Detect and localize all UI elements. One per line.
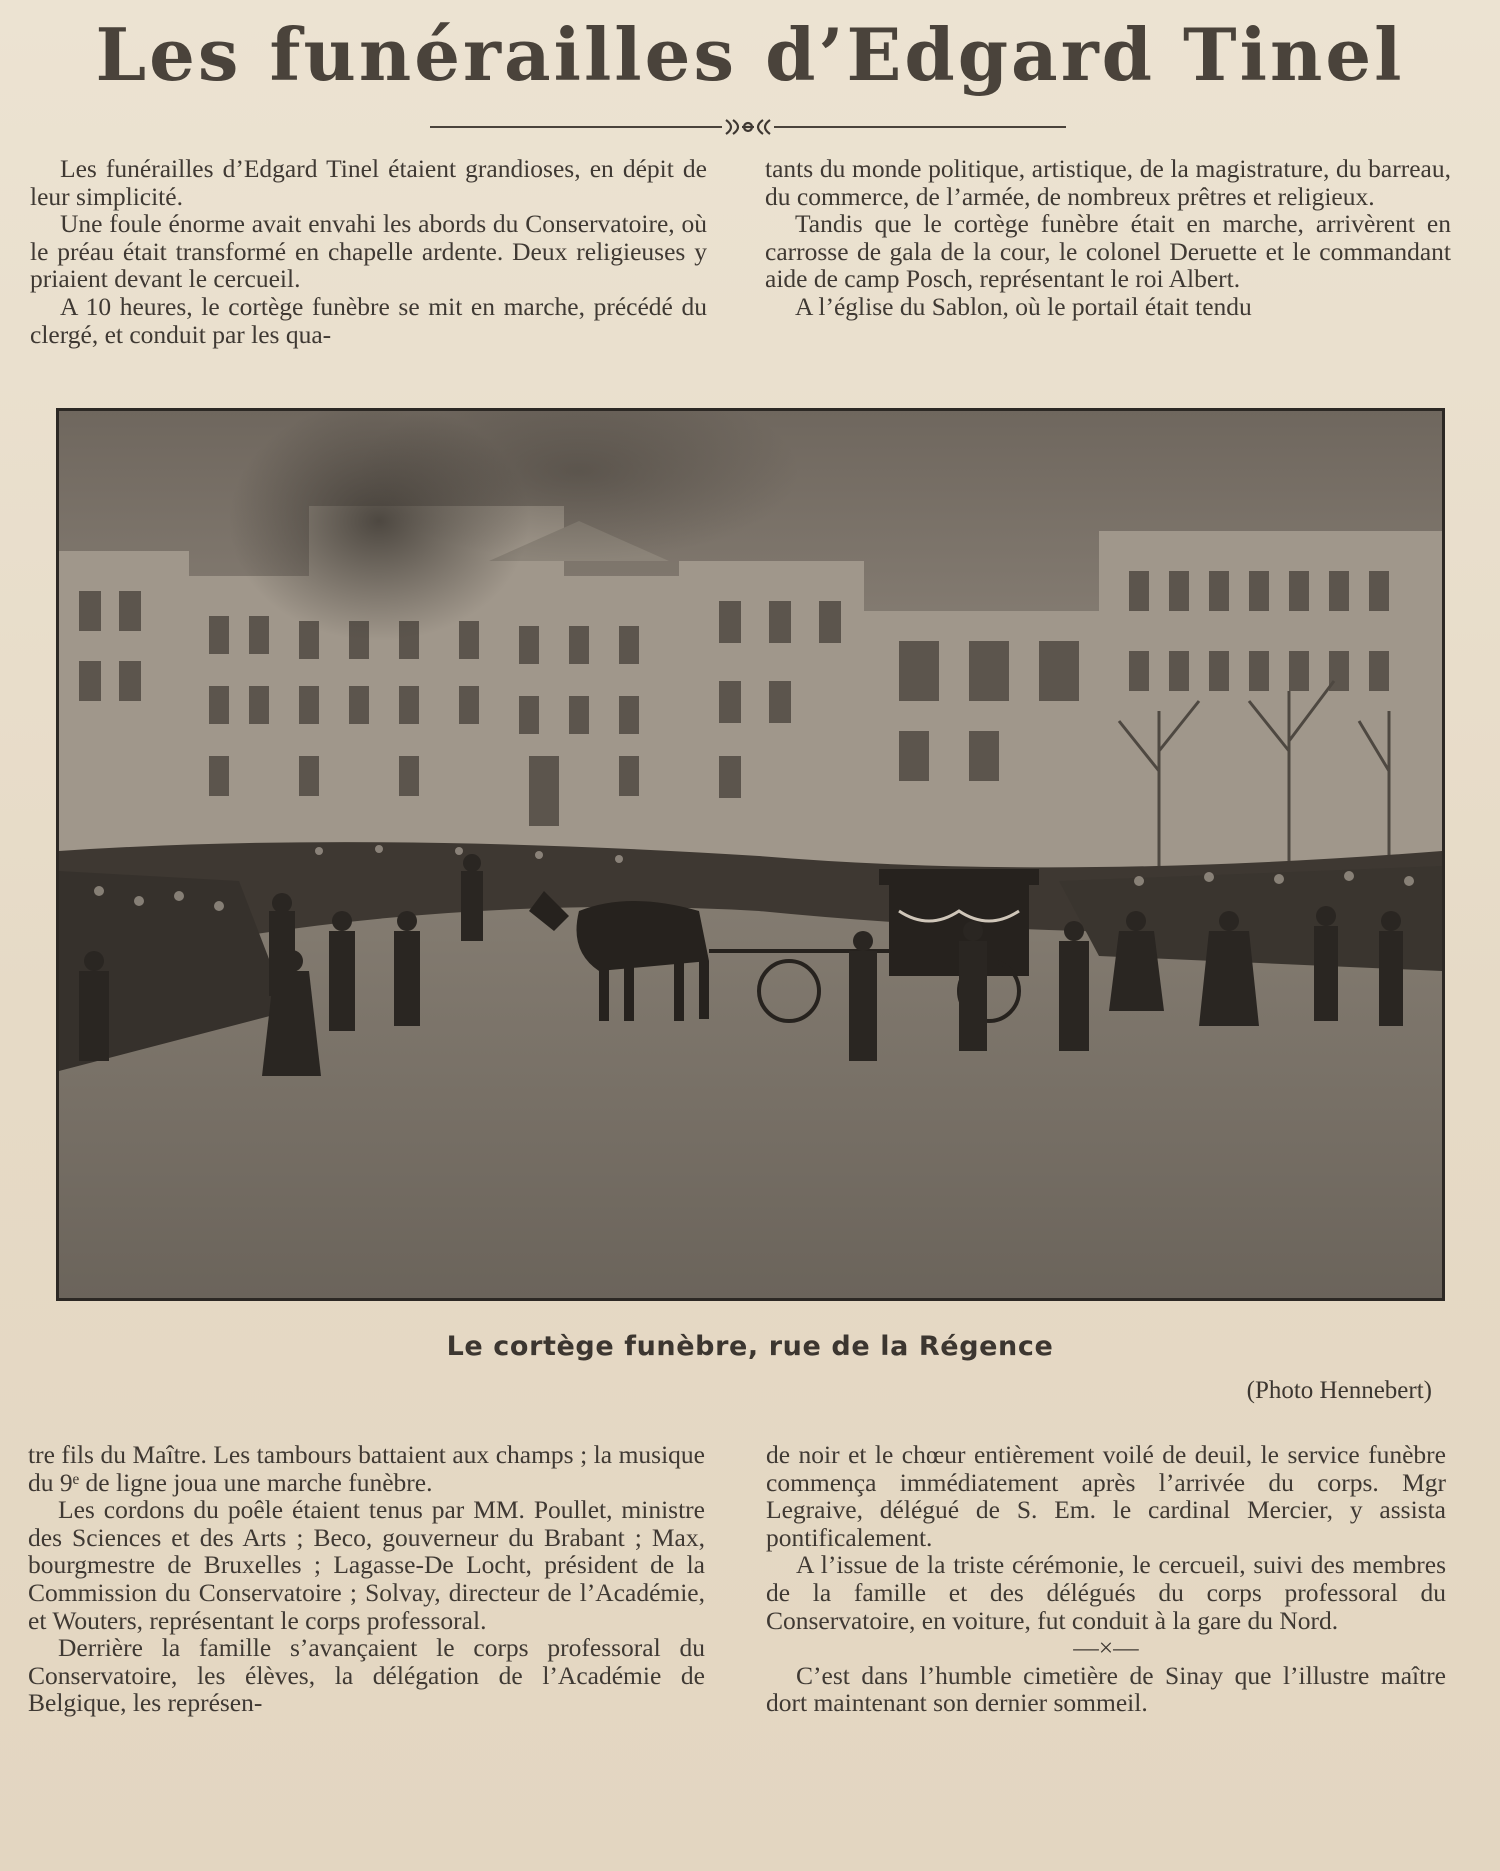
paragraph: Les funérailles d’Edgard Tinel étaient grandioses, en dépit de leur simplicité. <box>30 154 707 211</box>
paragraph: de noir et le chœur entièrement voilé de deuil, le service funèbre commença immédiatement après l’arrivée du corps. Mgr Legraive, délégué de S. Em. le cardinal Mercier, y assista pontificalement. <box>766 1440 1446 1552</box>
paragraph: tre fils du Maître. Les tambours battaient aux champs ; la musique du 9ᵉ de ligne joua une marche funèbre. <box>28 1440 705 1497</box>
paragraph: A l’église du Sablon, où le portail était tendu <box>795 291 1252 321</box>
column-top-right <box>765 155 1451 321</box>
section-separator: —×— <box>1073 1633 1139 1663</box>
paragraph: A 10 heures, le cortège funèbre se mit en marche, précédé du clergé, et conduit par les qua- <box>30 291 707 349</box>
column-bottom-left <box>28 1441 705 1717</box>
paragraph: tants du monde politique, artistique, de la magistrature, du barreau, du commerce, de l’armée, de nombreux prêtres et religieux. <box>765 154 1451 211</box>
paragraph: C’est dans l’humble cimetière de Sinay que l’illustre maître dort maintenant son dernier sommeil. <box>766 1660 1446 1718</box>
column-top-left <box>30 155 707 348</box>
column-bottom-right <box>766 1441 1446 1717</box>
paragraph: A l’issue de la triste cérémonie, le cercueil, suivi des membres de la famille et des délégués du corps professoral du Conservatoire, en voiture, fut conduit à la gare du Nord. <box>766 1550 1446 1635</box>
photo-funeral-procession <box>56 408 1445 1301</box>
paragraph: Une foule énorme avait envahi les abords du Conservatoire, où le préau était transformé en chapelle ardente. Deux religieuses y priaient devant le cercueil. <box>30 209 707 294</box>
article-title: Les funérailles d’Edgard Tinel <box>95 12 1405 97</box>
photo-credit: (Photo Hennebert) <box>1246 1377 1432 1404</box>
paragraph: Tandis que le cortège funèbre était en marche, arrivèrent en carrosse de gala de la cour, le colonel Deruette et le commandant aide de camp Posch, représentant le roi Albert. <box>765 209 1451 294</box>
paragraph: Les cordons du poêle étaient tenus par MM. Poullet, ministre des Sciences et des Arts ; Beco, gouverneur du Brabant ; Max, bourgmestre de Bruxelles ; Lagasse-De Locht, président de la Commission du Conservatoire ; Solvay, directeur de l’Académie, et Wouters, représentant le corps professoral. <box>28 1495 705 1635</box>
paragraph: Derrière la famille s’avançaient le corps professoral du Conservatoire, les élèves, la délégation de l’Académie de Belgique, les représen- <box>28 1633 705 1718</box>
photo-illustration <box>59 411 1442 1298</box>
photo-caption: Le cortège funèbre, rue de la Régence <box>446 1331 1054 1362</box>
title-ornament <box>430 116 1066 138</box>
